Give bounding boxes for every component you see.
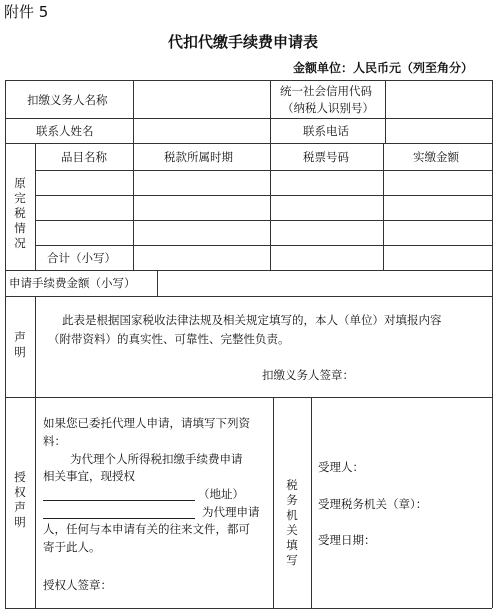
header-paid-amount: 实缴金额: [413, 150, 459, 164]
table-row[interactable]: [36, 171, 492, 195]
fee-amount-label: 申请手续费金额（小写）: [9, 276, 136, 290]
auth-line1: 如果您已委托代理人申请，请填写下列资: [43, 416, 250, 430]
auth-line7: 寄于此人。: [43, 540, 101, 554]
withholder-name-label: 扣缴义务人名称: [27, 93, 108, 107]
contact-name-field[interactable]: [133, 119, 270, 143]
contact-phone-field[interactable]: [385, 119, 492, 143]
tax-office-section-label: 税务机关填写: [286, 478, 298, 567]
contact-name-label: 联系人姓名: [36, 124, 94, 138]
tax-office-label: 受理税务机关（章）：: [318, 497, 428, 511]
total-label: 合计（小写）: [47, 251, 116, 265]
unit-note: 金额单位：人民币元（列至角分）: [293, 61, 474, 75]
receipt-date-label: 受理日期：: [318, 533, 376, 547]
withholder-name-field[interactable]: [133, 81, 270, 118]
credit-code-field[interactable]: [385, 81, 492, 118]
table-row[interactable]: [36, 221, 492, 245]
authorization-section-label: 授权声明: [14, 470, 26, 529]
auth-line3: 为代理个人所得税扣缴手续费申请: [70, 452, 243, 466]
taxpayer-id-label: （纳税人识别号）: [282, 101, 374, 115]
header-item-name: 品目名称: [61, 150, 107, 164]
agent-suffix-label: 为代理申请: [202, 505, 260, 519]
auth-line2: 料：: [43, 434, 66, 448]
header-tax-period: 税款所属时期: [164, 150, 233, 164]
attachment-label: 附件 5: [4, 3, 49, 21]
original-tax-section-label: 原完税情况: [14, 176, 26, 250]
agent-name-underline[interactable]: [43, 518, 195, 519]
total-field[interactable]: [133, 246, 492, 270]
table-row[interactable]: [36, 196, 492, 220]
address-underline[interactable]: [43, 500, 195, 501]
withholder-signature-label: 扣缴义务人签章：: [262, 368, 354, 382]
form-title: 代扣代缴手续费申请表: [168, 33, 319, 51]
contact-phone-label: 联系电话: [303, 124, 349, 138]
declaration-text-line1: 此表是根据国家税收法律法规及相关规定填写的，本人（单位）对填报内容: [62, 313, 442, 327]
declaration-text-line2: （附带资料）的真实性、可靠性、完整性负责。: [48, 332, 290, 346]
authorizer-signature-label: 授权人签章：: [43, 578, 112, 592]
declaration-section-label: 声明: [14, 330, 26, 359]
auth-line6: 人，任何与本申请有关的往来文件，都可: [43, 522, 250, 536]
receiver-label: 受理人：: [318, 460, 364, 474]
header-ticket-number: 税票号码: [303, 150, 349, 164]
credit-code-label: 统一社会信用代码: [280, 84, 372, 98]
fee-amount-field[interactable]: [158, 271, 492, 296]
auth-line4: 相关事宜，现授权: [43, 469, 135, 483]
address-label: （地址）: [198, 487, 244, 501]
